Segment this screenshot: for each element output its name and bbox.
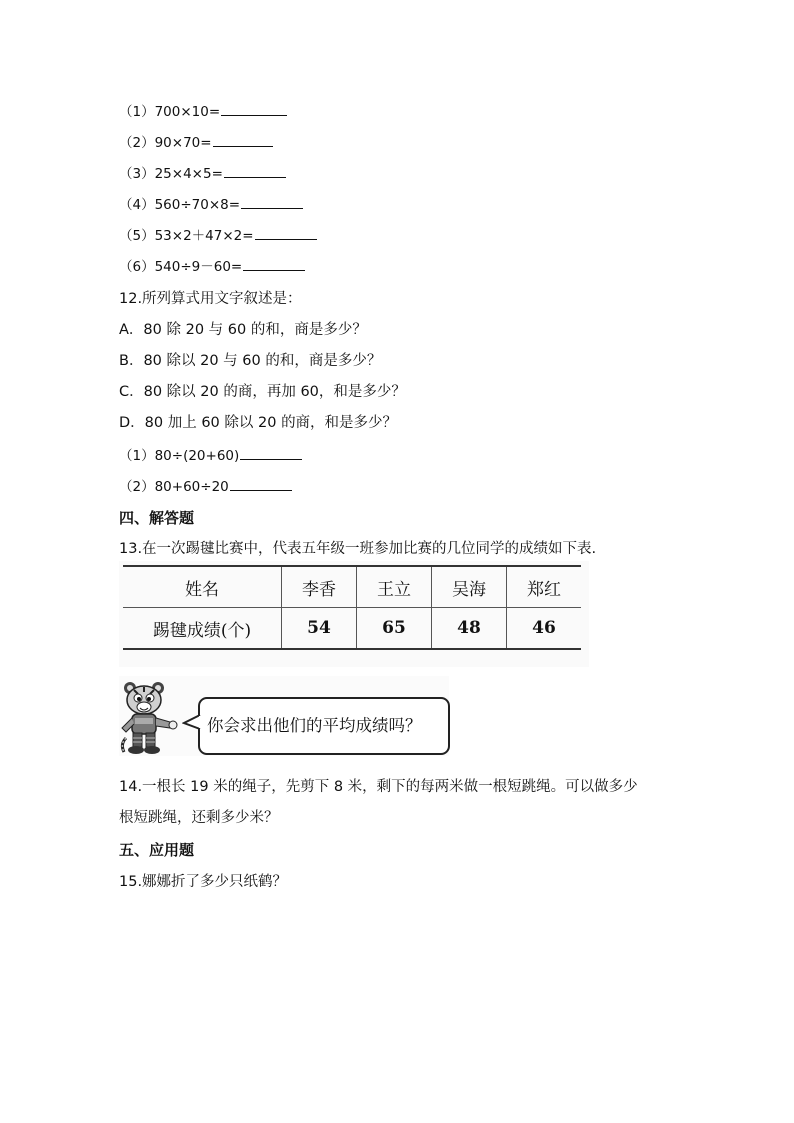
table-cell: 46	[507, 608, 582, 650]
table-row	[123, 608, 581, 650]
q12-option-c: C．80 除以 20 的商，再加 60，和是多少？	[119, 384, 406, 400]
q12-item-2: （2）80+60÷20	[119, 477, 292, 497]
speech-bubble: 你会求出他们的平均成绩吗？	[198, 697, 450, 755]
table-row-label: 踢毽成绩(个)	[123, 608, 282, 650]
answer-blank[interactable]	[240, 446, 302, 460]
answer-blank[interactable]	[221, 102, 287, 116]
table-header-cell: 郑红	[507, 566, 582, 608]
q14-text-line-1: 14.一根长 19 米的绳子，先剪下 8 米，剩下的每两米做一根短跳绳。可以做多少	[119, 779, 638, 795]
answer-blank[interactable]	[255, 226, 317, 240]
q15-text: 15.娜娜折了多少只纸鹤？	[119, 874, 288, 890]
answer-blank[interactable]	[243, 257, 305, 271]
q12-title: 12.所列算式用文字叙述是：	[119, 291, 302, 307]
answer-blank[interactable]	[224, 164, 286, 178]
score-table	[123, 565, 581, 650]
table-cell: 65	[357, 608, 432, 650]
q12-option-b: B．80 除以 20 与 60 的和，商是多少？	[119, 353, 382, 369]
q11-item-5: （5）53×2＋47×2=	[119, 226, 317, 246]
q12-item-1: （1）80÷(20+60)	[119, 446, 302, 466]
q12-option-d: D．80 加上 60 除以 20 的商，和是多少？	[119, 415, 398, 431]
answer-blank[interactable]	[230, 477, 292, 491]
section-5-heading: 五、应用题	[119, 841, 195, 859]
table-header-cell: 吴海	[432, 566, 507, 608]
section-4-heading: 四、解答题	[119, 509, 195, 527]
speech-bubble-tail-icon	[182, 713, 202, 733]
q11-item-2: （2）90×70=	[119, 133, 273, 153]
q11-item-3: （3）25×4×5=	[119, 164, 286, 184]
table-header-cell: 王立	[357, 566, 432, 608]
table-header-cell: 姓名	[123, 566, 282, 608]
table-header-row	[123, 566, 581, 608]
q14-text-line-2: 根短跳绳，还剩多少米？	[119, 810, 279, 826]
q13-text: 13.在一次踢毽比赛中，代表五年级一班参加比赛的几位同学的成绩如下表.	[119, 541, 597, 557]
table-cell: 54	[282, 608, 357, 650]
table-header-cell: 李香	[282, 566, 357, 608]
q12-option-a: A．80 除 20 与 60 的和，商是多少？	[119, 322, 367, 338]
answer-blank[interactable]	[213, 133, 273, 147]
q11-item-4: （4）560÷70×8=	[119, 195, 303, 215]
q11-item-1: （1）700×10=	[119, 102, 287, 122]
table-cell: 48	[432, 608, 507, 650]
q11-item-6: （6）540÷9－60=	[119, 257, 305, 277]
answer-blank[interactable]	[241, 195, 303, 209]
